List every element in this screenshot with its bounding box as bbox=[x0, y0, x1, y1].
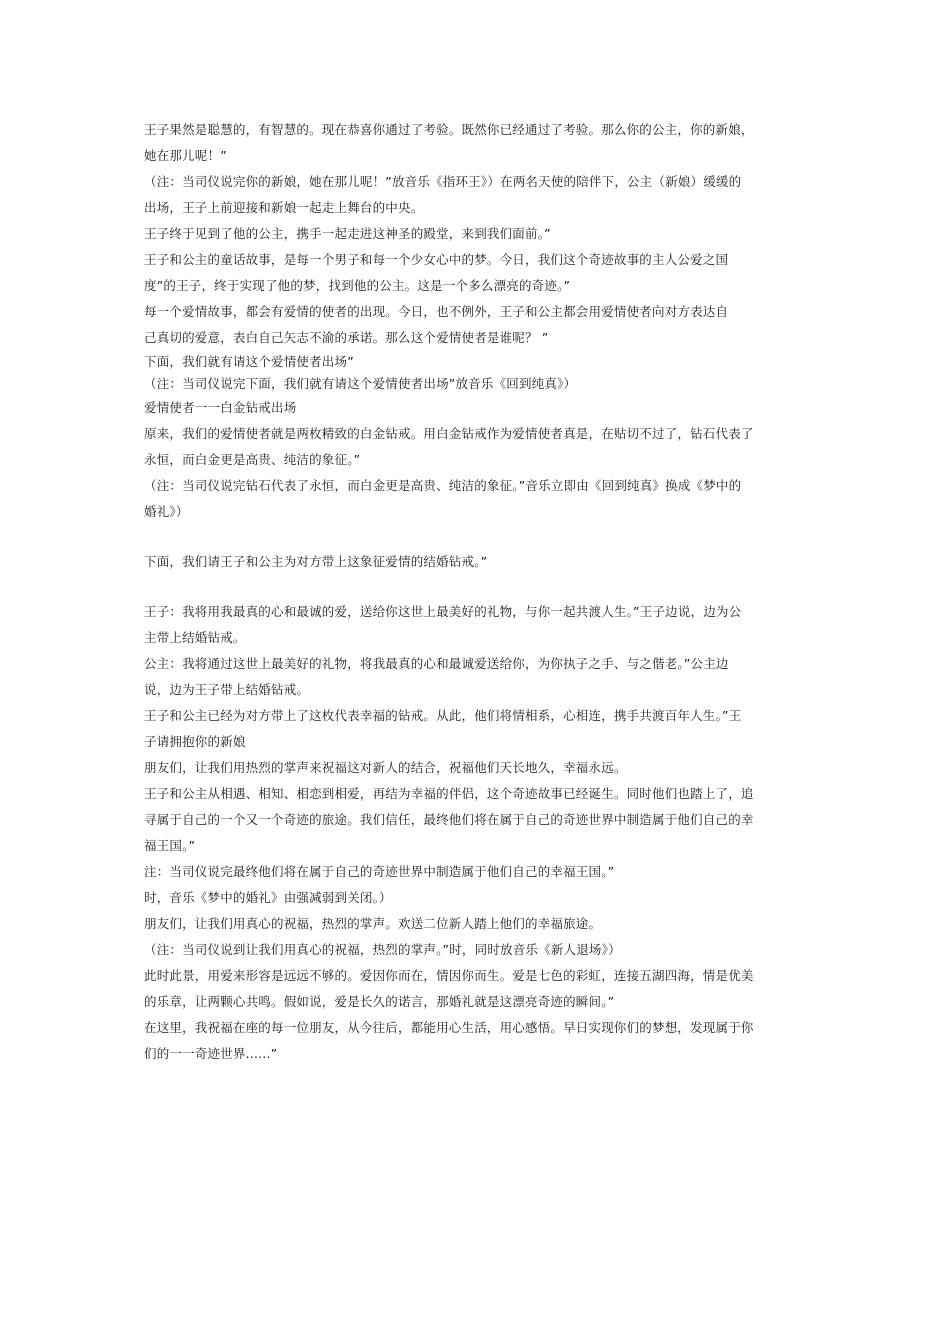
text-line: 度”的王子，终于实现了他的梦，找到他的公主。这是一个多么漂亮的奇迹。” bbox=[144, 278, 571, 293]
text-line: 爱情使者一一白金钻戒出场 bbox=[144, 400, 297, 415]
text-line: 说，边为王子带上结婚钻戒。 bbox=[144, 682, 310, 697]
paragraph bbox=[144, 299, 820, 351]
text-line: 注：当司仪说完最终他们将在属于自己的奇迹世界中制造属于他们自己的幸福王国。” bbox=[144, 864, 615, 879]
text-line: 朋友们，让我们用热烈的掌声来祝福这对新人的结合，祝福他们天长地久，幸福永远。 bbox=[144, 760, 627, 775]
text-line: 们的一一奇迹世界......” bbox=[144, 1046, 278, 1061]
text-line: 此时此景，用爱来形容是远远不够的。爱因你而在，情因你而生。爱是七色的彩虹，连接五湖四海，情是优美 bbox=[144, 968, 754, 983]
text-line: 的乐章，让两颗心共鸣。假如说，爱是长久的诺言，那婚礼就是这漂亮奇迹的瞬间。” bbox=[144, 994, 615, 1009]
paragraph bbox=[144, 963, 820, 1015]
text-line: 福王国。” bbox=[144, 838, 196, 853]
text-line: 王子果然是聪慧的，有智慧的。现在恭喜你通过了考验。既然你已经通过了考验。那么你的公主，你的新娘， bbox=[144, 122, 754, 137]
text-line: 每一个爱情故事，都会有爱情的使者的出现。今日，也不例外，王子和公主都会用爱情使者向对方表达自 bbox=[144, 304, 729, 319]
text-line: 时，音乐《梦中的婚礼》由强减弱到关闭。） bbox=[144, 890, 392, 905]
paragraph bbox=[144, 549, 820, 575]
paragraph-spacer bbox=[144, 525, 820, 549]
paragraph bbox=[144, 373, 820, 395]
text-line: 出场，王子上前迎接和新娘一起走上舞台的中央。 bbox=[144, 200, 424, 215]
paragraph bbox=[144, 937, 820, 963]
paragraph bbox=[144, 117, 820, 169]
text-line: 寻属于自己的一个又一个奇迹的旅途。我们信任，最终他们将在属于自己的奇迹世界中制造属于他们自己的幸 bbox=[144, 812, 754, 827]
paragraph bbox=[144, 169, 820, 221]
text-line: 原来，我们的爱情使者就是两枚精致的白金钻戒。用白金钻戒作为爱情使者真是，在贴切不过了，钻石代表了 bbox=[144, 426, 754, 441]
text-line: 王子终于见到了他的公主，携手一起走进这神圣的殿堂，来到我们面前。” bbox=[144, 226, 551, 241]
text-line: （注：当司仪说到让我们用真心的祝福，热烈的掌声。”时，同时放音乐《新人退场》） bbox=[144, 942, 621, 957]
paragraph bbox=[144, 859, 820, 885]
text-line: 她在那儿呢！” bbox=[144, 148, 227, 163]
paragraph bbox=[144, 911, 820, 937]
document-body bbox=[144, 117, 820, 1067]
text-line: 主带上结婚钻戒。 bbox=[144, 630, 246, 645]
paragraph bbox=[144, 885, 820, 911]
text-line: 王子：我将用我最真的心和最诚的爱，送给你这世上最美好的礼物，与你一起共渡人生。”王子边说，边为公 bbox=[144, 604, 742, 619]
paragraph bbox=[144, 473, 820, 525]
text-line: 永恒，而白金更是高贵、纯洁的象征。” bbox=[144, 452, 361, 467]
paragraph bbox=[144, 221, 820, 247]
text-line: 公主：我将通过这世上最美好的礼物，将我最真的心和最诚爱送给你，为你执子之手、与之偕老。”公主边 bbox=[144, 656, 729, 671]
paragraph bbox=[144, 781, 820, 859]
text-line: 下面，我们请王子和公主为对方带上这象征爱情的结婚钻戒。” bbox=[144, 554, 488, 569]
text-line: （注：当司仪说完你的新娘，她在那儿呢！”放音乐《指环王》）在两名天使的陪伴下，公主（新娘）缓缓的 bbox=[144, 174, 742, 189]
text-line: 己真切的爱意，表白自己矢志不渝的承诺。那么这个爱情使者是谁呢？ ” bbox=[144, 330, 549, 345]
text-line: 子请拥抱你的新娘 bbox=[144, 734, 246, 749]
paragraph bbox=[144, 599, 820, 651]
text-line: （注：当司仪说完钻石代表了永恒，而白金更是高贵、纯洁的象征。”音乐立即由《回到纯真》换成《梦中的 bbox=[144, 478, 742, 493]
text-line: 王子和公主已经为对方带上了这枚代表幸福的钻戒。从此，他们将情相系，心相连，携手共渡百年人生。”王 bbox=[144, 708, 742, 723]
text-line: 下面，我们就有请这个爱情使者出场” bbox=[144, 354, 354, 369]
text-line: 婚礼》） bbox=[144, 504, 189, 519]
paragraph bbox=[144, 651, 820, 703]
paragraph bbox=[144, 1015, 820, 1067]
text-line: 王子和公主从相遇、相知、相恋到相爱，再结为幸福的伴侣，这个奇迹故事已经诞生。同时他们也踏上了，追 bbox=[144, 786, 754, 801]
paragraph-spacer bbox=[144, 575, 820, 599]
text-line: 朋友们，让我们用真心的祝福，热烈的掌声。欢送二位新人踏上他们的幸福旅途。 bbox=[144, 916, 602, 931]
paragraph bbox=[144, 247, 820, 299]
text-line: 在这里，我祝福在座的每一位朋友，从今往后，都能用心生活，用心感悟。早日实现你们的梦想，发现属于你 bbox=[144, 1020, 754, 1035]
paragraph bbox=[144, 421, 820, 473]
paragraph bbox=[144, 395, 820, 421]
text-line: 王子和公主的童话故事，是每一个男子和每一个少女心中的梦。今日，我们这个奇迹故事的主人公爱之国 bbox=[144, 252, 729, 267]
text-line: （注：当司仪说完下面，我们就有请这个爱情使者出场”放音乐《回到纯真》） bbox=[144, 376, 577, 391]
paragraph bbox=[144, 755, 820, 781]
paragraph bbox=[144, 703, 820, 755]
paragraph bbox=[144, 351, 820, 373]
